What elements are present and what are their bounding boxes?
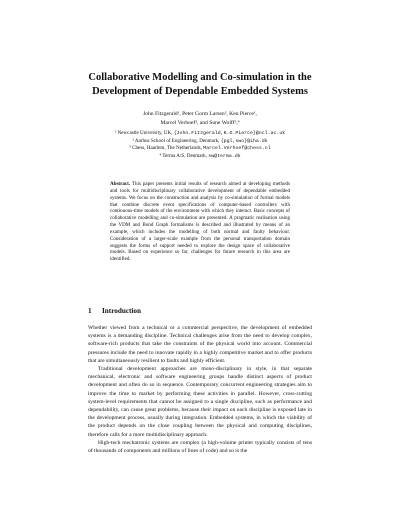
affiliation-email: Marcel.Verhoef@chess.nl xyxy=(203,146,271,152)
body-paragraph-2: Traditional development approaches are mono-disciplinary in style, in that separate mechanical, electronic and software engineering groups handle distinct aspects of product development and often do so in sequence. Contemporary concurrent engineering strategies aim to improve the time to market by performing these activities in parallel. However, cross-cutting system-level requirements that cannot be assigned to a single discipline, such as performance and dependability, can cause great problems, because their impact on each discipline is exposed late in the development process, usually during integration. Embedded systems, in which the viability of the product depends on the close coupling between the physical and computing disciplines, therefore calls for a more multidisciplinary approach. xyxy=(88,366,312,438)
affiliation-text: ² Aarhus School of Engineering, Denmark, xyxy=(132,137,221,144)
affiliation-text: ¹ Newcastle University, UK, xyxy=(114,130,174,136)
affiliation-email: {pgl,swo}@iha.dk xyxy=(220,138,268,144)
abstract xyxy=(110,181,290,263)
affiliation-text: ³ Chess, Haarlem, The Netherlands, xyxy=(129,145,204,152)
section-title: Introduction xyxy=(102,307,142,315)
author-list xyxy=(40,110,360,127)
section-heading xyxy=(88,307,141,315)
affiliation-1 xyxy=(40,130,360,138)
body-paragraph-1: Whether viewed from a technical or a commercial perspective, the development of embedded systems is a demanding discipline. Technical challenges arise from the need to develop complex, software-rich products that take the constraints of the physical world into account. Commercial pressures include the need to innovate rapidly in a highly competitive market and to offer products that are simultaneously resilient to faults and highly efficient. xyxy=(88,325,312,364)
affiliation-text: ⁴ Terma A/S, Denmark, xyxy=(159,152,209,159)
body-text xyxy=(88,324,312,455)
body-paragraph-3: High-tech mechatronic systems are complex (a high-volume printer typically consists of tens of thousands of components and millions of lines of code) and so is the xyxy=(88,439,312,455)
affiliations xyxy=(40,130,360,160)
title-line-1: Collaborative Modelling and Co-simulation in the xyxy=(88,72,312,83)
section-number: 1 xyxy=(88,307,92,315)
abstract-text: This paper presents initial results of research aimed at developing methods and tools for multidisciplinary collaborative development of dependable embedded systems. We focus on the construction and analysis by co-simulation of formal models that combine discrete event specifications of computer-based controllers with continuous-time models of the environment with which they interact. Basic concepts of collaborative modelling and co-simulation are presented. A pragmatic realisation using the VDM and Bond Graph formalisms is described and illustrated by means of an example, which includes the modelling of both normal and faulty behaviour. Consideration of a larger-scale example from the personal transportation domain suggests the forms of support needed to explore the design space of collaborative models. Based on experience so far, challenges for future research in this area are identified. xyxy=(110,181,290,263)
authors-line-1: John Fitzgerald¹, Peter Gorm Larsen², Ken Pierce¹, xyxy=(143,111,257,117)
authors-line-2: Marcel Verhoef³, and Sune Wolff²,⁴ xyxy=(160,119,240,126)
title-line-2: Development of Dependable Embedded Systems xyxy=(92,85,308,97)
affiliation-2 xyxy=(40,138,360,146)
affiliation-4 xyxy=(40,153,360,161)
affiliation-email: {John.Fitzgerald,K.G.Pierce}@ncl.ac.uk xyxy=(173,131,286,136)
affiliation-email: sw@terma.dk xyxy=(208,153,241,159)
paper-title xyxy=(40,71,360,98)
abstract-label: Abstract. xyxy=(110,181,131,187)
affiliation-3 xyxy=(40,145,360,153)
